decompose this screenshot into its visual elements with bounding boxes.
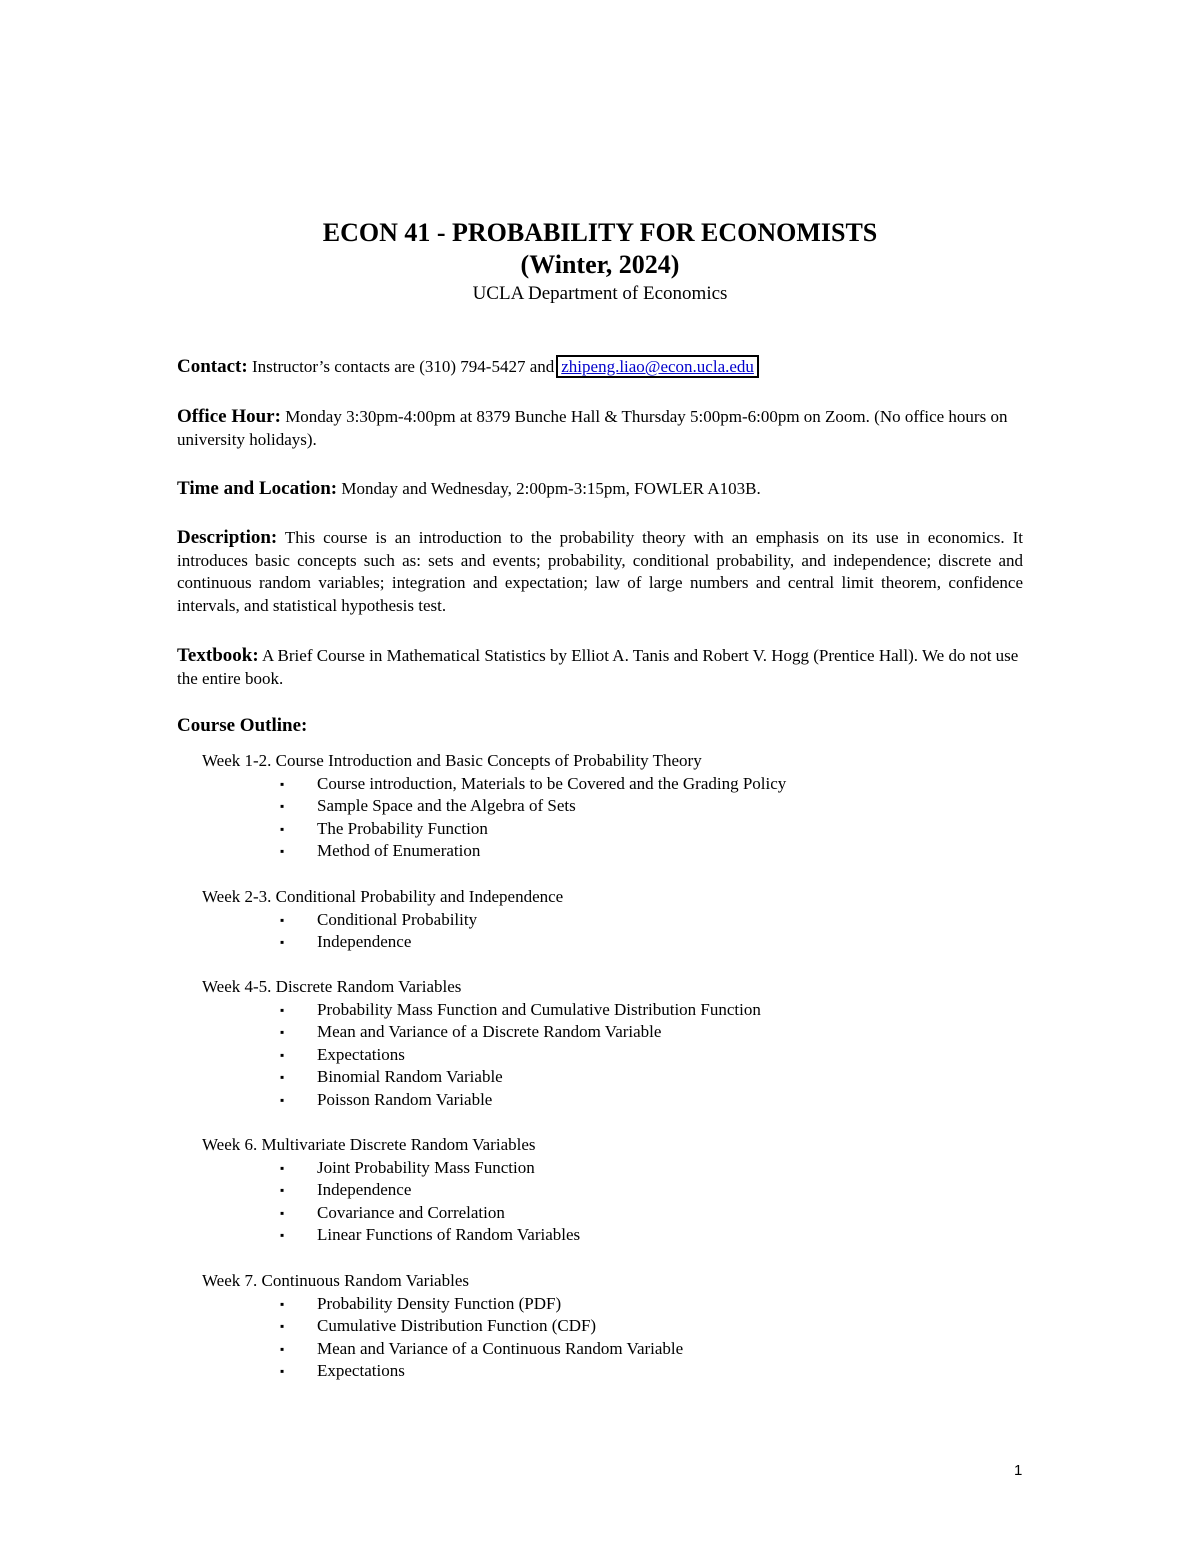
list-item [202,1021,1022,1044]
list-item [202,1360,1022,1383]
list-item [202,840,1022,863]
bullet-icon: ▪ [280,1364,285,1379]
list-item [202,999,1022,1022]
office-hour-section [177,406,1023,451]
topic-list [202,909,1022,954]
topic-text: Independence [317,1180,412,1200]
time-location-label: Time and Location: [177,478,338,499]
list-item [202,931,1022,954]
topic-text: Conditional Probability [317,909,478,929]
topic-text: Expectations [317,1361,405,1381]
week-section [202,976,1022,1112]
topic-text: The Probability Function [317,818,488,838]
textbook-section [177,645,1023,690]
week-title: Week 4-5. Discrete Random Variables [202,977,462,996]
bullet-icon: ▪ [280,1319,285,1334]
topic-list [202,773,1022,863]
bullet-icon: ▪ [280,1047,285,1062]
email-link[interactable]: zhipeng.liao@econ.ucla.edu [561,357,754,376]
list-item [202,1293,1022,1316]
week-title: Week 2-3. Conditional Probability and Independence [202,887,564,906]
list-item [202,795,1022,818]
bullet-icon: ▪ [280,776,285,791]
list-item [202,1157,1022,1180]
description-section [177,527,1023,617]
week-section [202,1134,1022,1247]
list-item [202,1044,1022,1067]
bullet-icon: ▪ [280,1183,285,1198]
bullet-icon: ▪ [280,1228,285,1243]
description-text: This course is an introduction to the probability theory with an emphasis on its use in economics. It introduces basic concepts such as: sets and events; probability, conditional probability, and independence; discrete and continuous random variables; integration and expectation; law of large numbers and central limit theorem, confidence intervals, and statistical hypothesis test. [177,528,1023,615]
course-title: ECON 41 - PROBABILITY FOR ECONOMISTS [322,218,878,247]
contact-section [177,355,1023,379]
topic-text: Independence [317,932,412,952]
week-title: Week 6. Multivariate Discrete Random Variables [202,1135,536,1154]
list-item [202,818,1022,841]
week-title: Week 7. Continuous Random Variables [202,1271,469,1290]
topic-list [202,999,1022,1112]
week-section [202,1270,1022,1383]
topic-text: Probability Mass Function and Cumulative Distribution Function [317,999,761,1019]
topic-text: Cumulative Distribution Function (CDF) [317,1316,597,1336]
topic-text: Mean and Variance of a Discrete Random Variable [317,1022,662,1042]
office-hour-label: Office Hour: [177,406,281,427]
list-item [202,773,1022,796]
bullet-icon: ▪ [280,1025,285,1040]
time-location-text: Monday and Wednesday, 2:00pm-3:15pm, FOWLER A103B. [337,479,761,498]
topic-text: Covariance and Correlation [317,1202,505,1222]
department-name: UCLA Department of Economics [472,283,728,304]
list-item [202,1066,1022,1089]
topic-text: Poisson Random Variable [317,1089,493,1109]
bullet-icon: ▪ [280,1160,285,1175]
topic-text: Method of Enumeration [317,841,481,861]
description-label: Description: [177,527,278,548]
bullet-icon: ▪ [280,821,285,836]
list-item [202,1202,1022,1225]
bullet-icon: ▪ [280,1296,285,1311]
office-hour-text: Monday 3:30pm-4:00pm at 8379 Bunche Hall & Thursday 5:00pm-6:00pm on Zoom. (No office hours on university holidays). [177,407,1008,449]
bullet-icon: ▪ [280,912,285,927]
contact-label: Contact: [177,356,248,377]
bullet-icon: ▪ [280,1092,285,1107]
week-title: Week 1-2. Course Introduction and Basic Concepts of Probability Theory [202,751,702,770]
topic-text: Expectations [317,1044,405,1064]
week-section [202,886,1022,954]
list-item [202,1179,1022,1202]
topic-list [202,1293,1022,1383]
textbook-text: A Brief Course in Mathematical Statistics by Elliot A. Tanis and Robert V. Hogg (Prentice Hall). We do not use the entire book. [177,646,1019,688]
textbook-label: Textbook: [177,645,259,666]
topic-text: Joint Probability Mass Function [317,1157,535,1177]
list-item [202,909,1022,932]
topic-text: Linear Functions of Random Variables [317,1225,581,1245]
bullet-icon: ▪ [280,1341,285,1356]
topic-list [202,1157,1022,1247]
list-item [202,1224,1022,1247]
list-item [202,1315,1022,1338]
bullet-icon: ▪ [280,935,285,950]
topic-text: Binomial Random Variable [317,1067,503,1087]
topic-text: Probability Density Function (PDF) [317,1293,562,1313]
course-term: (Winter, 2024) [520,250,680,279]
bullet-icon: ▪ [280,844,285,859]
list-item [202,1338,1022,1361]
bullet-icon: ▪ [280,799,285,814]
topic-text: Course introduction, Materials to be Covered and the Grading Policy [317,773,787,793]
bullet-icon: ▪ [280,1070,285,1085]
bullet-icon: ▪ [280,1205,285,1220]
bullet-icon: ▪ [280,1002,285,1017]
week-section [202,750,1022,863]
time-location-section [177,478,1023,501]
contact-text: Instructor’s contacts are (310) 794-5427 and [247,357,555,376]
topic-text: Sample Space and the Algebra of Sets [317,796,576,816]
list-item [202,1089,1022,1112]
course-outline-heading: Course Outline: [177,715,308,736]
topic-text: Mean and Variance of a Continuous Random Variable [317,1338,684,1358]
email-box [556,355,759,378]
page-number: 1 [1014,1462,1023,1479]
